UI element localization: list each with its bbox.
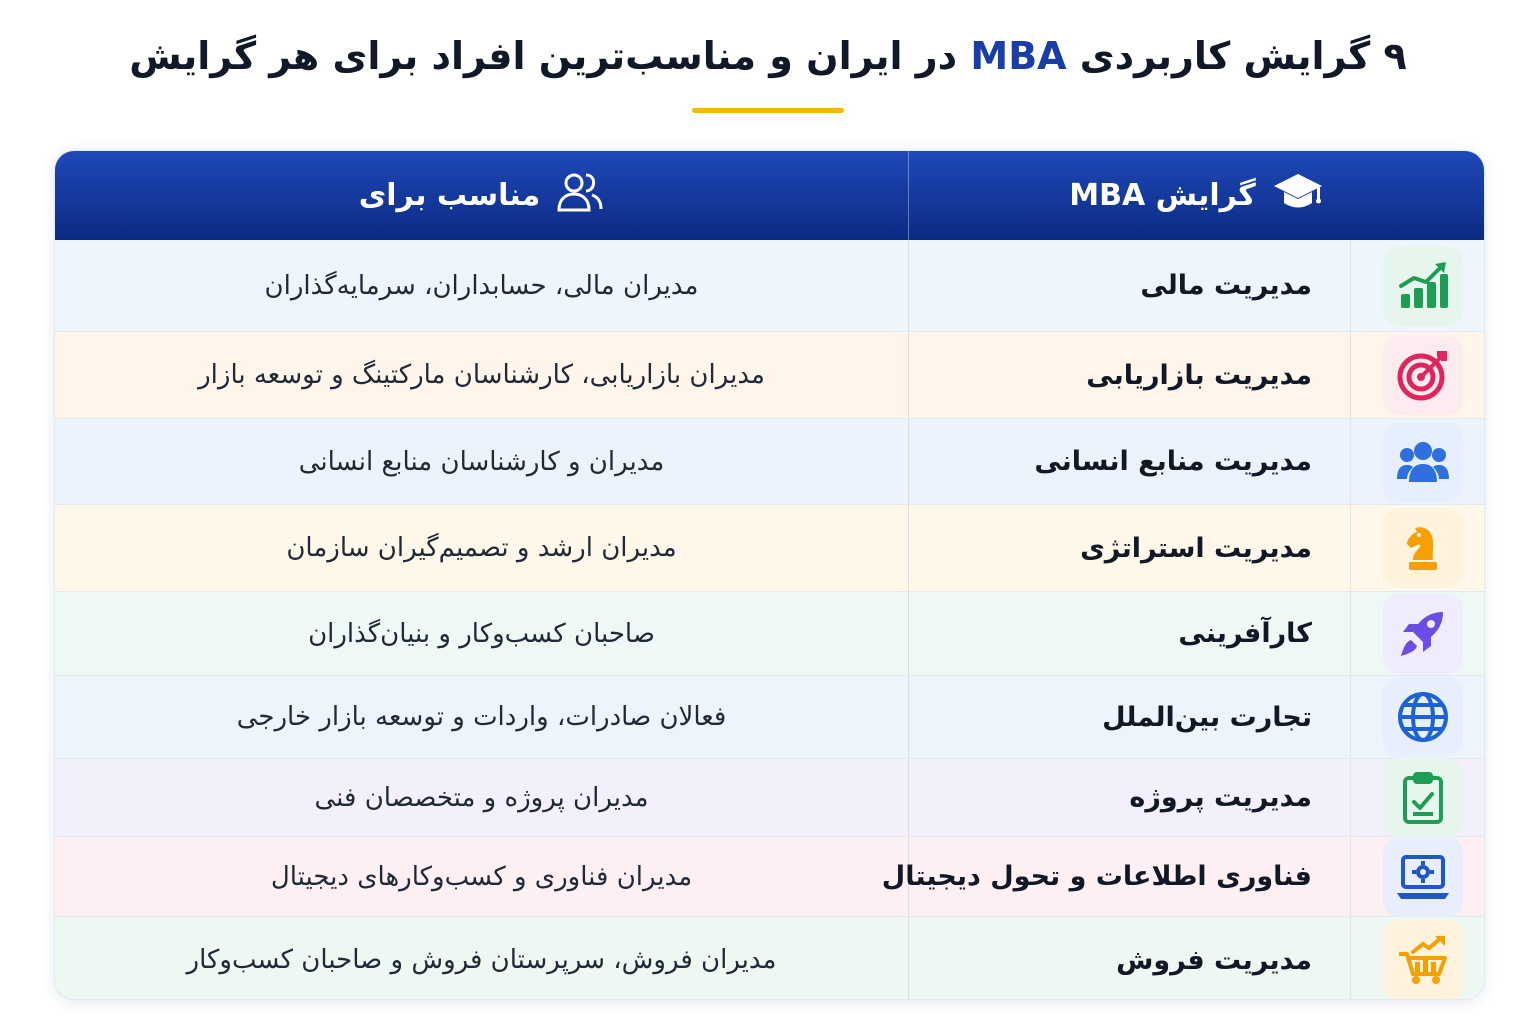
- icon-column-divider: [1350, 332, 1351, 418]
- title-mba: MBA: [970, 34, 1067, 78]
- major-cell: کارآفرینی: [1178, 618, 1312, 649]
- major-cell: فناوری اطلاعات و تحول دیجیتال: [881, 861, 1312, 892]
- icon-column-divider: [1350, 676, 1351, 758]
- suitable-cell: مدیران پروژه و متخصصان فنی: [314, 782, 649, 813]
- mba-table: [54, 150, 1485, 1000]
- icon-column-divider: [1350, 240, 1351, 331]
- icon-column-divider: [1350, 419, 1351, 504]
- table-row: [55, 837, 1484, 917]
- title-underline: [692, 108, 844, 113]
- major-cell: مدیریت بازاریابی: [1086, 359, 1312, 391]
- title-suffix: در ایران و مناسب‌ترین افراد برای هر گرایش: [129, 34, 971, 78]
- major-cell: مدیریت پروژه: [1129, 782, 1312, 813]
- suitable-cell: صاحبان کسب‌وکار و بنیان‌گذاران: [308, 618, 655, 649]
- table-header: [55, 151, 1484, 240]
- table-row: [55, 592, 1484, 676]
- icon-column-divider: [1350, 917, 1351, 1000]
- header-suitable: [55, 151, 908, 240]
- major-cell: مدیریت منابع انسانی: [1034, 446, 1312, 477]
- icon-column-divider: [1350, 592, 1351, 675]
- page-title: [0, 34, 1536, 78]
- suitable-cell: مدیران فناوری و کسب‌وکارهای دیجیتال: [270, 861, 693, 892]
- users-icon: [556, 170, 604, 222]
- icon-column-divider: [1350, 759, 1351, 836]
- chess-knight-icon: [1383, 508, 1463, 588]
- icon-column-divider: [1350, 505, 1351, 591]
- major-cell: مدیریت فروش: [1116, 944, 1312, 976]
- suitable-cell: مدیران و کارشناسان منابع انسانی: [298, 446, 665, 477]
- graduation-cap-icon: [1272, 170, 1324, 222]
- suitable-cell: مدیران ارشد و تصمیم‌گیران سازمان: [286, 533, 677, 563]
- header-suitable-label: مناسب برای: [358, 178, 541, 213]
- suitable-cell: مدیران مالی، حسابداران، سرمایه‌گذاران: [264, 270, 699, 301]
- rocket-icon: [1383, 594, 1463, 674]
- header-major: [909, 151, 1484, 240]
- clipboard-check-icon: [1383, 758, 1463, 838]
- target-icon: [1383, 335, 1463, 415]
- table-row: [55, 759, 1484, 837]
- table-body: [55, 240, 1484, 1000]
- cart-growth-icon: [1383, 920, 1463, 1000]
- table-row: [55, 240, 1484, 332]
- major-cell: مدیریت استراتژی: [1080, 532, 1312, 564]
- suitable-cell: مدیران بازاریابی، کارشناسان مارکتینگ و توسعه بازار: [198, 360, 765, 390]
- major-cell: تجارت بین‌الملل: [1102, 701, 1312, 733]
- table-row: [55, 917, 1484, 1000]
- suitable-cell: مدیران فروش، سرپرستان فروش و صاحبان کسب‌وکار: [186, 945, 777, 975]
- table-row: [55, 676, 1484, 759]
- title-prefix: ۹ گرایش کاربردی: [1066, 34, 1407, 78]
- header-major-label: گرایش MBA: [1069, 178, 1256, 213]
- bar-chart-growth-icon: [1383, 246, 1463, 326]
- major-cell: مدیریت مالی: [1140, 270, 1312, 301]
- header-divider: [908, 151, 909, 240]
- table-row: [55, 419, 1484, 505]
- icon-column-divider: [1350, 837, 1351, 916]
- people-group-icon: [1383, 422, 1463, 502]
- suitable-cell: فعالان صادرات، واردات و توسعه بازار خارجی: [236, 702, 727, 732]
- laptop-gear-icon: [1383, 837, 1463, 917]
- globe-icon: [1383, 677, 1463, 757]
- table-row: [55, 505, 1484, 592]
- table-row: [55, 332, 1484, 419]
